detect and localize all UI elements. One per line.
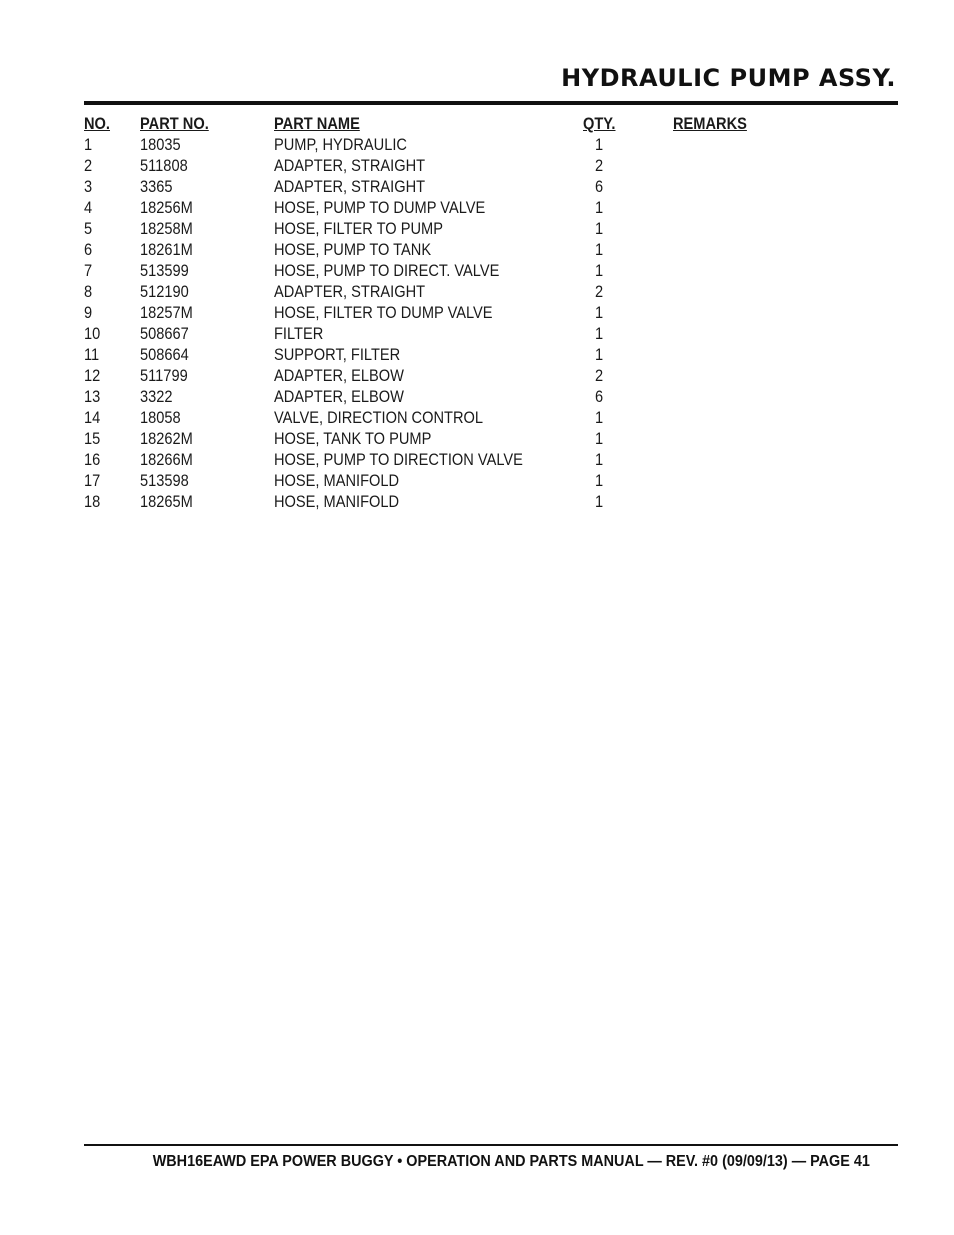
- table-row: [84, 218, 784, 239]
- cell-qty: 6: [595, 387, 604, 406]
- cell-part-name: FILTER: [274, 324, 324, 343]
- cell-part-no: 508664: [140, 345, 189, 364]
- cell-part-no: 3322: [140, 387, 173, 406]
- cell-qty: 1: [595, 450, 604, 469]
- cell-part-no: 512190: [140, 282, 189, 301]
- header-no: NO.: [84, 114, 111, 133]
- cell-no: 10: [84, 324, 101, 343]
- cell-qty: 1: [595, 219, 604, 238]
- cell-no: 1: [84, 135, 93, 154]
- header-remarks: REMARKS: [673, 114, 747, 133]
- table-row: [84, 323, 784, 344]
- cell-no: 12: [84, 366, 101, 385]
- table-row: [84, 365, 784, 386]
- cell-no: 13: [84, 387, 101, 406]
- cell-qty: 1: [595, 261, 604, 280]
- cell-qty: 1: [595, 303, 604, 322]
- cell-no: 4: [84, 198, 93, 217]
- cell-part-no: 511799: [140, 366, 188, 385]
- cell-part-name: HOSE, TANK TO PUMP: [274, 429, 432, 448]
- cell-qty: 1: [595, 492, 604, 511]
- table-body: [84, 134, 784, 512]
- table-row: [84, 407, 784, 428]
- cell-no: 8: [84, 282, 93, 301]
- cell-qty: 1: [595, 471, 604, 490]
- cell-part-no: 511808: [140, 156, 188, 175]
- header-part-no: PART NO.: [140, 114, 209, 133]
- cell-part-name: VALVE, DIRECTION CONTROL: [274, 408, 484, 427]
- cell-no: 18: [84, 492, 101, 511]
- cell-qty: 1: [595, 240, 604, 259]
- table-row: [84, 491, 784, 512]
- table-row: [84, 470, 784, 491]
- cell-part-name: SUPPORT, FILTER: [274, 345, 401, 364]
- cell-part-name: ADAPTER, ELBOW: [274, 366, 404, 385]
- cell-part-name: HOSE, FILTER TO DUMP VALVE: [274, 303, 493, 322]
- footer-divider: [84, 1144, 898, 1146]
- cell-no: 3: [84, 177, 93, 196]
- cell-part-no: 18266M: [140, 450, 193, 469]
- cell-qty: 1: [595, 408, 604, 427]
- table-row: [84, 197, 784, 218]
- cell-no: 5: [84, 219, 93, 238]
- cell-part-name: HOSE, PUMP TO DIRECTION VALVE: [274, 450, 523, 469]
- table-row: [84, 281, 784, 302]
- cell-qty: 1: [595, 324, 604, 343]
- cell-part-no: 18262M: [140, 429, 193, 448]
- cell-part-name: HOSE, MANIFOLD: [274, 471, 400, 490]
- cell-part-no: 18035: [140, 135, 181, 154]
- table-row: [84, 386, 784, 407]
- cell-qty: 2: [595, 366, 604, 385]
- cell-qty: 1: [595, 135, 604, 154]
- cell-part-name: PUMP, HYDRAULIC: [274, 135, 407, 154]
- cell-part-name: ADAPTER, STRAIGHT: [274, 177, 426, 196]
- cell-part-name: HOSE, FILTER TO PUMP: [274, 219, 443, 238]
- cell-part-no: 18257M: [140, 303, 193, 322]
- cell-part-no: 513599: [140, 261, 189, 280]
- cell-part-no: 18265M: [140, 492, 193, 511]
- cell-no: 7: [84, 261, 93, 280]
- parts-table: [84, 113, 784, 512]
- cell-part-name: ADAPTER, STRAIGHT: [274, 156, 426, 175]
- cell-part-no: 18261M: [140, 240, 193, 259]
- cell-no: 14: [84, 408, 101, 427]
- cell-part-no: 513598: [140, 471, 189, 490]
- cell-qty: 2: [595, 282, 604, 301]
- cell-part-no: 3365: [140, 177, 173, 196]
- table-row: [84, 176, 784, 197]
- cell-part-name: HOSE, PUMP TO DIRECT. VALVE: [274, 261, 500, 280]
- cell-qty: 1: [595, 345, 604, 364]
- page-title: HYDRAULIC PUMP ASSY.: [561, 64, 896, 92]
- table-row: [84, 428, 784, 449]
- cell-no: 9: [84, 303, 93, 322]
- table-row: [84, 155, 784, 176]
- cell-qty: 1: [595, 198, 604, 217]
- table-row: [84, 260, 784, 281]
- table-row: [84, 134, 784, 155]
- cell-qty: 1: [595, 429, 604, 448]
- page-footer: WBH16EAWD EPA POWER BUGGY • OPERATION AND PARTS MANUAL — REV. #0 (09/09/13) — PAGE 41: [152, 1153, 870, 1170]
- cell-part-name: ADAPTER, STRAIGHT: [274, 282, 426, 301]
- title-divider: [84, 101, 898, 105]
- cell-qty: 2: [595, 156, 604, 175]
- table-row: [84, 449, 784, 470]
- cell-part-no: 508667: [140, 324, 189, 343]
- cell-no: 6: [84, 240, 93, 259]
- cell-part-name: HOSE, PUMP TO DUMP VALVE: [274, 198, 486, 217]
- header-part-name: PART NAME: [274, 114, 360, 133]
- cell-part-no: 18256M: [140, 198, 193, 217]
- table-row: [84, 302, 784, 323]
- cell-no: 2: [84, 156, 93, 175]
- table-row: [84, 239, 784, 260]
- cell-part-no: 18058: [140, 408, 181, 427]
- table-header-row: [84, 113, 784, 134]
- cell-part-no: 18258M: [140, 219, 193, 238]
- cell-qty: 6: [595, 177, 604, 196]
- cell-part-name: ADAPTER, ELBOW: [274, 387, 404, 406]
- cell-no: 16: [84, 450, 101, 469]
- cell-part-name: HOSE, MANIFOLD: [274, 492, 400, 511]
- cell-no: 11: [84, 345, 100, 364]
- cell-part-name: HOSE, PUMP TO TANK: [274, 240, 432, 259]
- table-row: [84, 344, 784, 365]
- cell-no: 17: [84, 471, 101, 490]
- header-qty: QTY.: [583, 114, 616, 133]
- cell-no: 15: [84, 429, 101, 448]
